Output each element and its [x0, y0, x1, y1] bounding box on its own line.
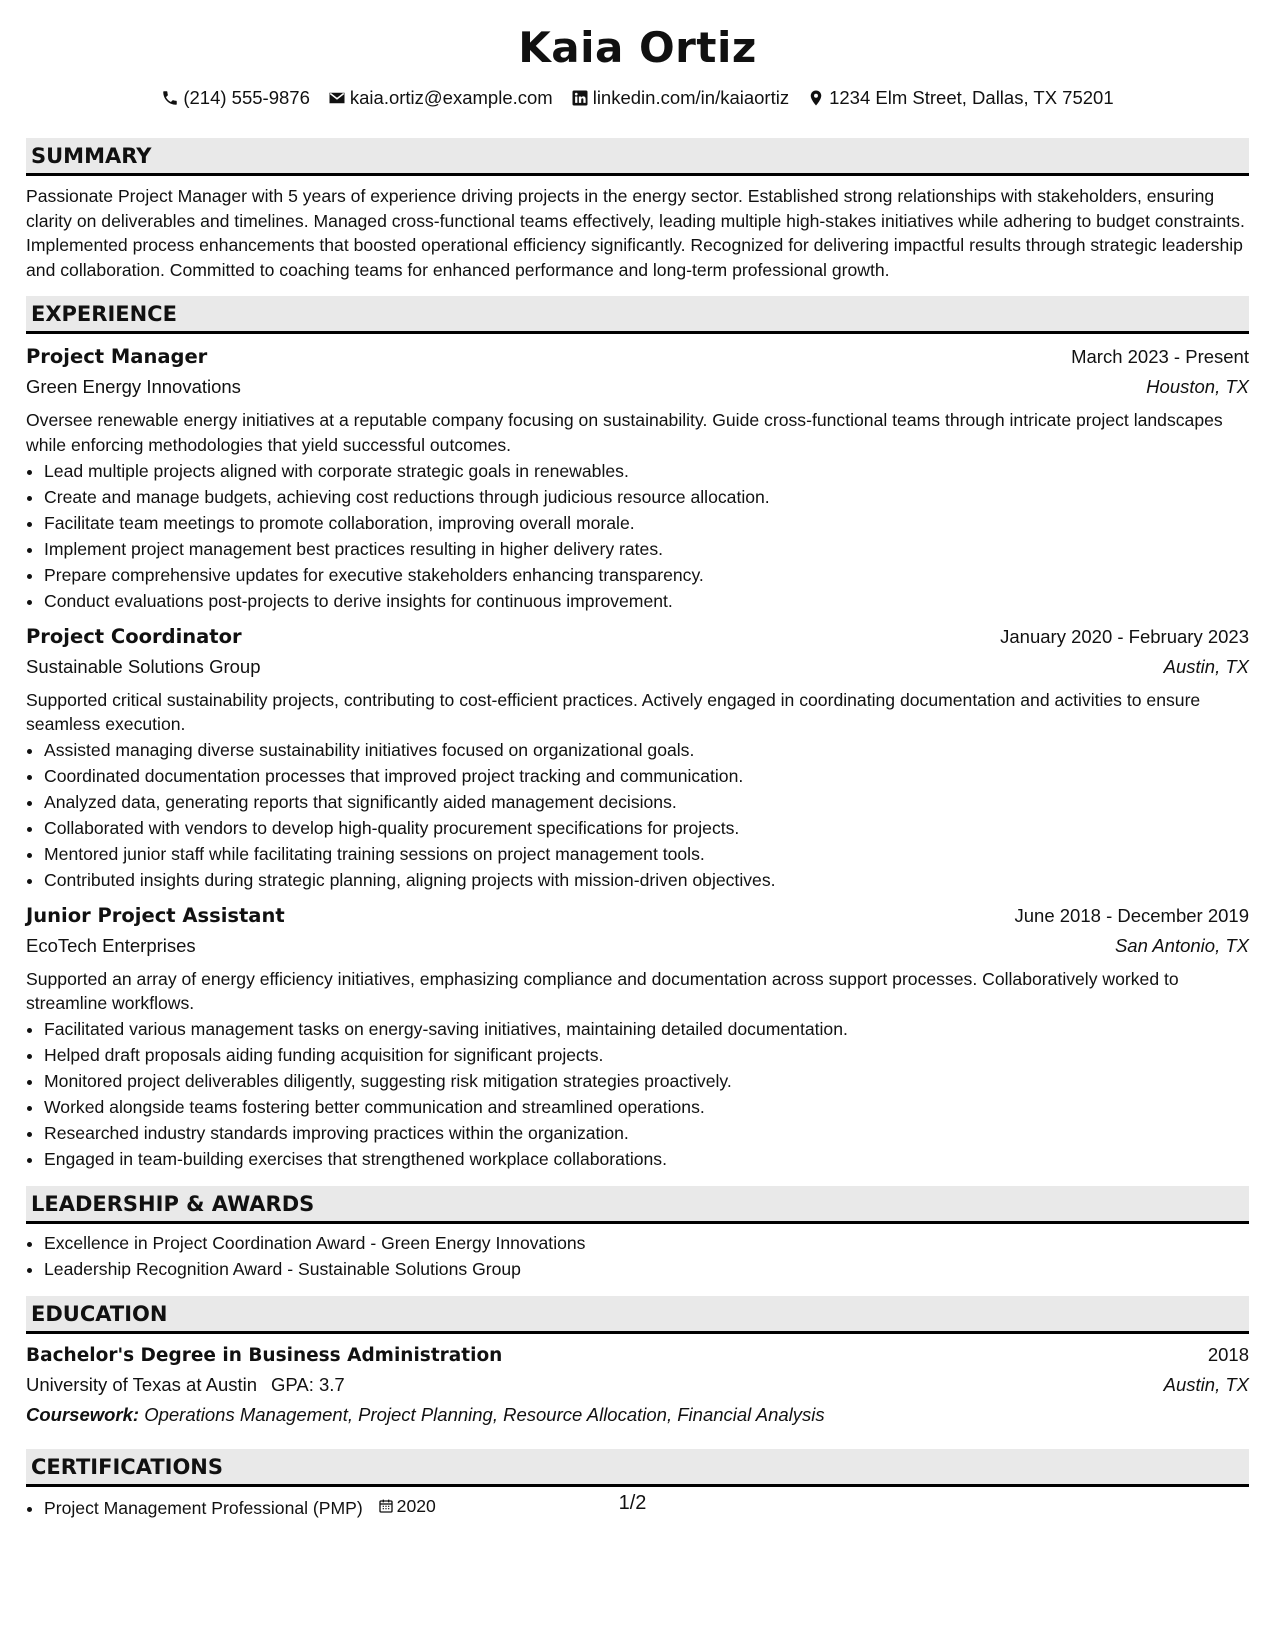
job-bullet: • Worked alongside teams fostering better communication and streamlined operations. — [44, 1094, 1249, 1120]
job-location: Houston, TX — [1146, 376, 1249, 398]
job-bullet: • Prepare comprehensive updates for executive stakeholders enhancing transparency. — [44, 562, 1249, 588]
section-heading-certifications: CERTIFICATIONS — [26, 1449, 1249, 1487]
contact-email[interactable] — [328, 86, 553, 110]
linkedin-text: linkedin.com/in/kaiaortiz — [592, 87, 790, 108]
phone-text: (214) 555-9876 — [183, 87, 310, 108]
contact-linkedin[interactable] — [571, 86, 789, 110]
job-description: Oversee renewable energy initiatives at a reputable company focusing on sustainability. Guide cross-functional teams through intricate project landscapes while enforcing methodologies that yield successful outcomes. — [26, 410, 1223, 455]
job-bullets — [26, 1016, 1249, 1172]
job-bullet: • Facilitated various management tasks on energy-saving initiatives, maintaining detailed documentation. — [44, 1016, 1249, 1042]
job-location: Austin, TX — [1163, 655, 1249, 677]
coursework-text: Operations Management, Project Planning, Resource Allocation, Financial Analysis — [144, 1403, 825, 1425]
certification-name: Project Management Professional (PMP) — [44, 1497, 363, 1518]
phone-icon — [161, 89, 179, 107]
job-bullet: • Analyzed data, generating reports that significantly aided management decisions. — [44, 789, 1249, 815]
job-title: Project Manager — [26, 345, 208, 369]
email-text: kaia.ortiz@example.com — [349, 87, 553, 108]
section-heading-education: EDUCATION — [26, 1296, 1249, 1334]
job-bullet: • Lead multiple projects aligned with corporate strategic goals in renewables. — [44, 458, 1249, 484]
job-dates: June 2018 - December 2019 — [1014, 904, 1249, 926]
job-bullet: • Monitored project deliverables diligently, suggesting risk mitigation strategies proactively. — [44, 1068, 1249, 1094]
section-heading-summary: SUMMARY — [26, 138, 1249, 176]
job-bullet: • Collaborated with vendors to develop high-quality procurement specifications for projects. — [44, 815, 1249, 841]
gpa: GPA: 3.7 — [271, 1373, 345, 1395]
linkedin-icon — [571, 89, 589, 107]
job-description: Supported an array of energy efficiency initiatives, emphasizing compliance and documentation across support processes. Collaboratively worked to streamline workflows. — [26, 968, 1179, 1014]
experience-section — [26, 296, 1249, 1172]
company-name: Sustainable Solutions Group — [26, 655, 261, 677]
school-location: Austin, TX — [1163, 1373, 1249, 1395]
page-number: 1/2 — [618, 1492, 647, 1514]
job-bullet: • Mentored junior staff while facilitating training sessions on project management tools. — [44, 841, 1249, 867]
summary-text: Passionate Project Manager with 5 years of experience driving projects in the energy sector. Established strong relationships with stakeholders, ensuring clarity on deliverables and timelines. Managed cross-functional teams effectively, leading multiple high-stakes initiatives while adhering to budget constraints. Implemented process enhancements that boosted operational efficiency significantly. Recognized for delivering impactful results through strategic leadership and collaboration. Committed to coaching teams for enhanced performance and long-term professional growth. — [26, 186, 1245, 280]
address-text: 1234 Elm Street, Dallas, TX 75201 — [829, 87, 1114, 108]
job-entry — [26, 622, 1249, 893]
job-entry — [26, 901, 1249, 1172]
graduation-year: 2018 — [1207, 1343, 1249, 1365]
award-item: • Excellence in Project Coordination Award - Green Energy Innovations — [44, 1230, 1249, 1256]
company-name: Green Energy Innovations — [26, 376, 241, 398]
summary-section — [26, 138, 1249, 282]
job-bullets — [26, 458, 1249, 614]
job-bullet: • Conduct evaluations post-projects to derive insights for continuous improvement. — [44, 588, 1249, 614]
job-bullet: • Engaged in team-building exercises that strengthened workplace collaborations. — [44, 1146, 1249, 1172]
resume-page — [26, 0, 1249, 1521]
job-bullet: • Helped draft proposals aiding funding acquisition for significant projects. — [44, 1042, 1249, 1068]
job-location: San Antonio, TX — [1114, 934, 1249, 956]
company-name: EcoTech Enterprises — [26, 934, 196, 956]
candidate-name: Kaia Ortiz — [518, 23, 757, 72]
job-dates: March 2023 - Present — [1071, 346, 1249, 368]
job-bullet: • Create and manage budgets, achieving cost reductions through judicious resource allocation. — [44, 484, 1249, 510]
job-bullet: • Implement project management best practices resulting in higher delivery rates. — [44, 536, 1249, 562]
job-title: Project Coordinator — [26, 624, 242, 648]
section-heading-experience: EXPERIENCE — [26, 296, 1249, 334]
job-bullets — [26, 737, 1249, 893]
section-heading-awards: LEADERSHIP & AWARDS — [26, 1186, 1249, 1224]
contact-bar — [26, 86, 1249, 110]
education-section — [26, 1296, 1249, 1429]
job-title: Junior Project Assistant — [26, 903, 285, 927]
job-bullet: • Coordinated documentation processes that improved project tracking and communication. — [44, 763, 1249, 789]
degree-name: Bachelor's Degree in Business Administration — [26, 1344, 503, 1366]
job-bullet: • Facilitate team meetings to promote collaboration, improving overall morale. — [44, 510, 1249, 536]
envelope-icon — [328, 89, 346, 107]
job-description: Supported critical sustainability projects, contributing to cost-efficient practices. Actively engaged in coordinating documentation and activities to ensure seamless execution. — [26, 689, 1201, 735]
job-dates: January 2020 - February 2023 — [1000, 625, 1249, 647]
job-bullet: • Contributed insights during strategic planning, aligning projects with mission-driven objectives. — [44, 867, 1249, 893]
school-name: University of Texas at Austin — [26, 1373, 258, 1395]
contact-phone[interactable] — [161, 86, 310, 110]
awards-list — [26, 1230, 1249, 1282]
job-bullet: • Researched industry standards improving practices within the organization. — [44, 1120, 1249, 1146]
coursework-label: Coursework: — [26, 1403, 140, 1425]
contact-address — [807, 86, 1114, 110]
coursework-line — [26, 1400, 1249, 1429]
awards-section — [26, 1186, 1249, 1282]
certification-year: 2020 — [396, 1495, 436, 1516]
job-bullet: • Assisted managing diverse sustainability initiatives focused on organizational goals. — [44, 737, 1249, 763]
map-pin-icon — [807, 89, 825, 107]
award-item: • Leadership Recognition Award - Sustainable Solutions Group — [44, 1256, 1249, 1282]
job-entry — [26, 342, 1249, 613]
